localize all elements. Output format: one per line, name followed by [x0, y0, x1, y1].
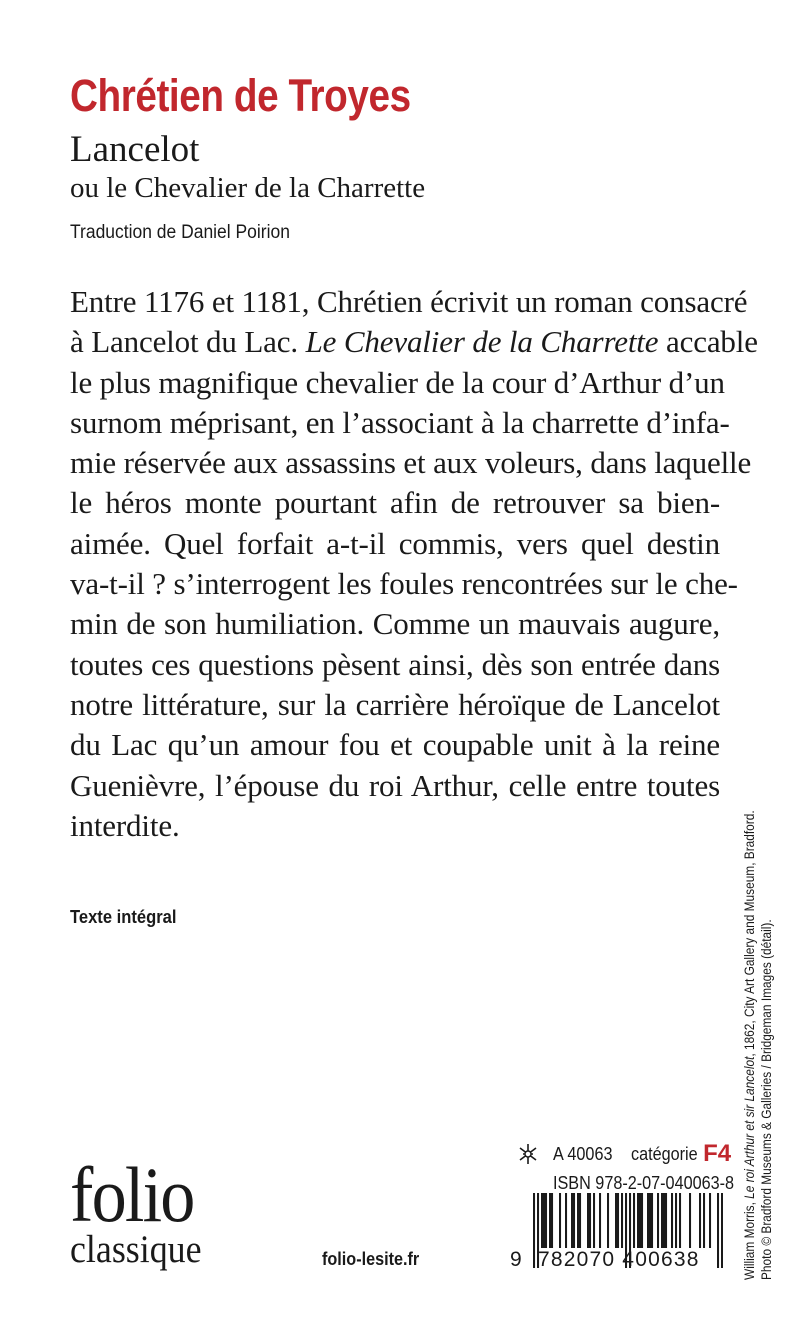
blurb-line	[70, 604, 720, 644]
ean-first-digit: 9	[510, 1248, 523, 1271]
blurb-text: du Lac qu’un amour fou et coupable unit à la reine	[70, 727, 720, 763]
barcode-bar	[671, 1193, 673, 1248]
blurb-text: notre littérature, sur la carrière héroïque de Lancelot	[70, 686, 720, 722]
barcode-bar	[599, 1193, 601, 1248]
barcode-bar	[577, 1193, 579, 1248]
blurb-text: min de son humiliation. Comme un mauvais augure,	[70, 606, 720, 642]
author-name: Chrétien de Troyes	[70, 70, 411, 121]
translator-credit: Traduction de Daniel Poirion	[70, 222, 290, 243]
barcode-bar	[651, 1193, 653, 1248]
logo-classique: classique	[70, 1228, 202, 1271]
barcode-bar	[533, 1193, 535, 1268]
barcode-bar	[709, 1193, 711, 1248]
barcode-bar	[639, 1193, 641, 1248]
barcode-bar	[617, 1193, 619, 1248]
category-label: catégorie	[631, 1143, 698, 1164]
blurb-text: Entre 1176 et 1181, Chrétien écrivit un roman consacré	[70, 284, 748, 319]
gallimard-symbol-icon	[517, 1143, 539, 1165]
barcode-bar	[717, 1193, 719, 1268]
barcode-bar	[637, 1193, 639, 1248]
barcode-bar	[545, 1193, 547, 1248]
barcode-bar	[589, 1193, 591, 1248]
barcode-bar	[633, 1193, 635, 1248]
blurb-text: aimée. Quel forfait a-t-il commis, vers quel destin	[70, 525, 720, 561]
barcode-bar	[551, 1193, 553, 1248]
barcode-bar	[593, 1193, 595, 1248]
blurb-line	[70, 725, 720, 765]
barcode-bar	[621, 1193, 623, 1248]
barcode-bar	[549, 1193, 551, 1248]
blurb-text: Guenièvre, l’épouse du roi Arthur, celle entre toutes	[70, 767, 720, 803]
blurb-line	[70, 483, 720, 523]
blurb-line	[70, 564, 738, 604]
blurb-text: mie réservée aux assassins et aux voleurs, dans laquelle	[70, 445, 752, 481]
barcode-bar	[689, 1193, 691, 1248]
blurb-line	[70, 685, 720, 725]
credit-line-1: William Morris, Le roi Arthur et sir Lancelot, 1862, City Art Gallery and Museum, Bradford.	[742, 810, 757, 1280]
barcode-bar	[543, 1193, 545, 1248]
barcode-bar	[661, 1193, 663, 1248]
isbn-number: ISBN 978-2-07-040063-8	[553, 1173, 735, 1193]
back-cover-blurb	[70, 282, 758, 846]
barcode-bar	[647, 1193, 649, 1248]
book-subtitle: ou le Chevalier de la Charrette	[70, 172, 426, 204]
barcode-bar	[579, 1193, 581, 1248]
full-text-label: Texte intégral	[70, 907, 177, 927]
blurb-text: à Lancelot du Lac.	[70, 324, 306, 360]
blurb-line	[70, 282, 748, 322]
logo-folio: folio	[70, 1151, 194, 1238]
blurb-line	[70, 322, 758, 362]
barcode-bar	[573, 1193, 575, 1248]
blurb-line	[70, 403, 730, 443]
barcode-bar	[571, 1193, 573, 1248]
image-credit	[742, 640, 775, 1280]
barcode-bar	[541, 1193, 543, 1248]
folio-classique-logo	[70, 1151, 213, 1271]
blurb-line	[70, 363, 725, 403]
blurb-text: le plus magnifique chevalier de la cour d’Arthur d’un	[70, 364, 725, 400]
catalog-number: A 40063	[553, 1143, 613, 1164]
category-value: F4	[703, 1140, 732, 1167]
blurb-text: va-t-il ? s’interrogent les foules rencontrées sur le che-	[70, 566, 738, 602]
barcode-bar	[641, 1193, 643, 1248]
barcode-bar	[649, 1193, 651, 1248]
blurb-line	[70, 766, 720, 806]
barcode-bar	[607, 1193, 609, 1248]
blurb-line	[70, 645, 720, 685]
blurb-line	[70, 443, 752, 483]
blurb-text: interdite.	[70, 807, 180, 843]
blurb-text: surnom méprisant, en l’associant à la charrette d’infa-	[70, 404, 730, 440]
barcode-bar	[663, 1193, 665, 1248]
ean-rest-digits: 782070 400638	[538, 1248, 700, 1271]
blurb-italic-title: Le Chevalier de la Charrette	[305, 324, 659, 360]
barcode-bar	[587, 1193, 589, 1248]
blurb-line	[70, 806, 720, 846]
barcode-bar	[665, 1193, 667, 1248]
barcode-bar	[675, 1193, 677, 1248]
blurb-line	[70, 524, 720, 564]
blurb-text: toutes ces questions pèsent ainsi, dès son entrée dans	[70, 646, 720, 682]
barcode-bar	[615, 1193, 617, 1248]
book-title: Lancelot	[70, 129, 200, 170]
barcode-bar	[721, 1193, 723, 1268]
barcode-bar	[679, 1193, 681, 1248]
barcode-bar	[565, 1193, 567, 1248]
barcode-bar	[559, 1193, 561, 1248]
barcode-bar	[657, 1193, 659, 1248]
barcode-bar	[699, 1193, 701, 1248]
blurb-text: le héros monte pourtant afin de retrouver sa bien-	[70, 485, 720, 521]
blurb-text: accable	[658, 324, 758, 360]
publisher-website: folio-lesite.fr	[322, 1249, 420, 1269]
barcode-bar	[703, 1193, 705, 1248]
credit-line-2: Photo © Bradford Museums & Galleries / Bridgeman Images (détail).	[758, 919, 774, 1280]
